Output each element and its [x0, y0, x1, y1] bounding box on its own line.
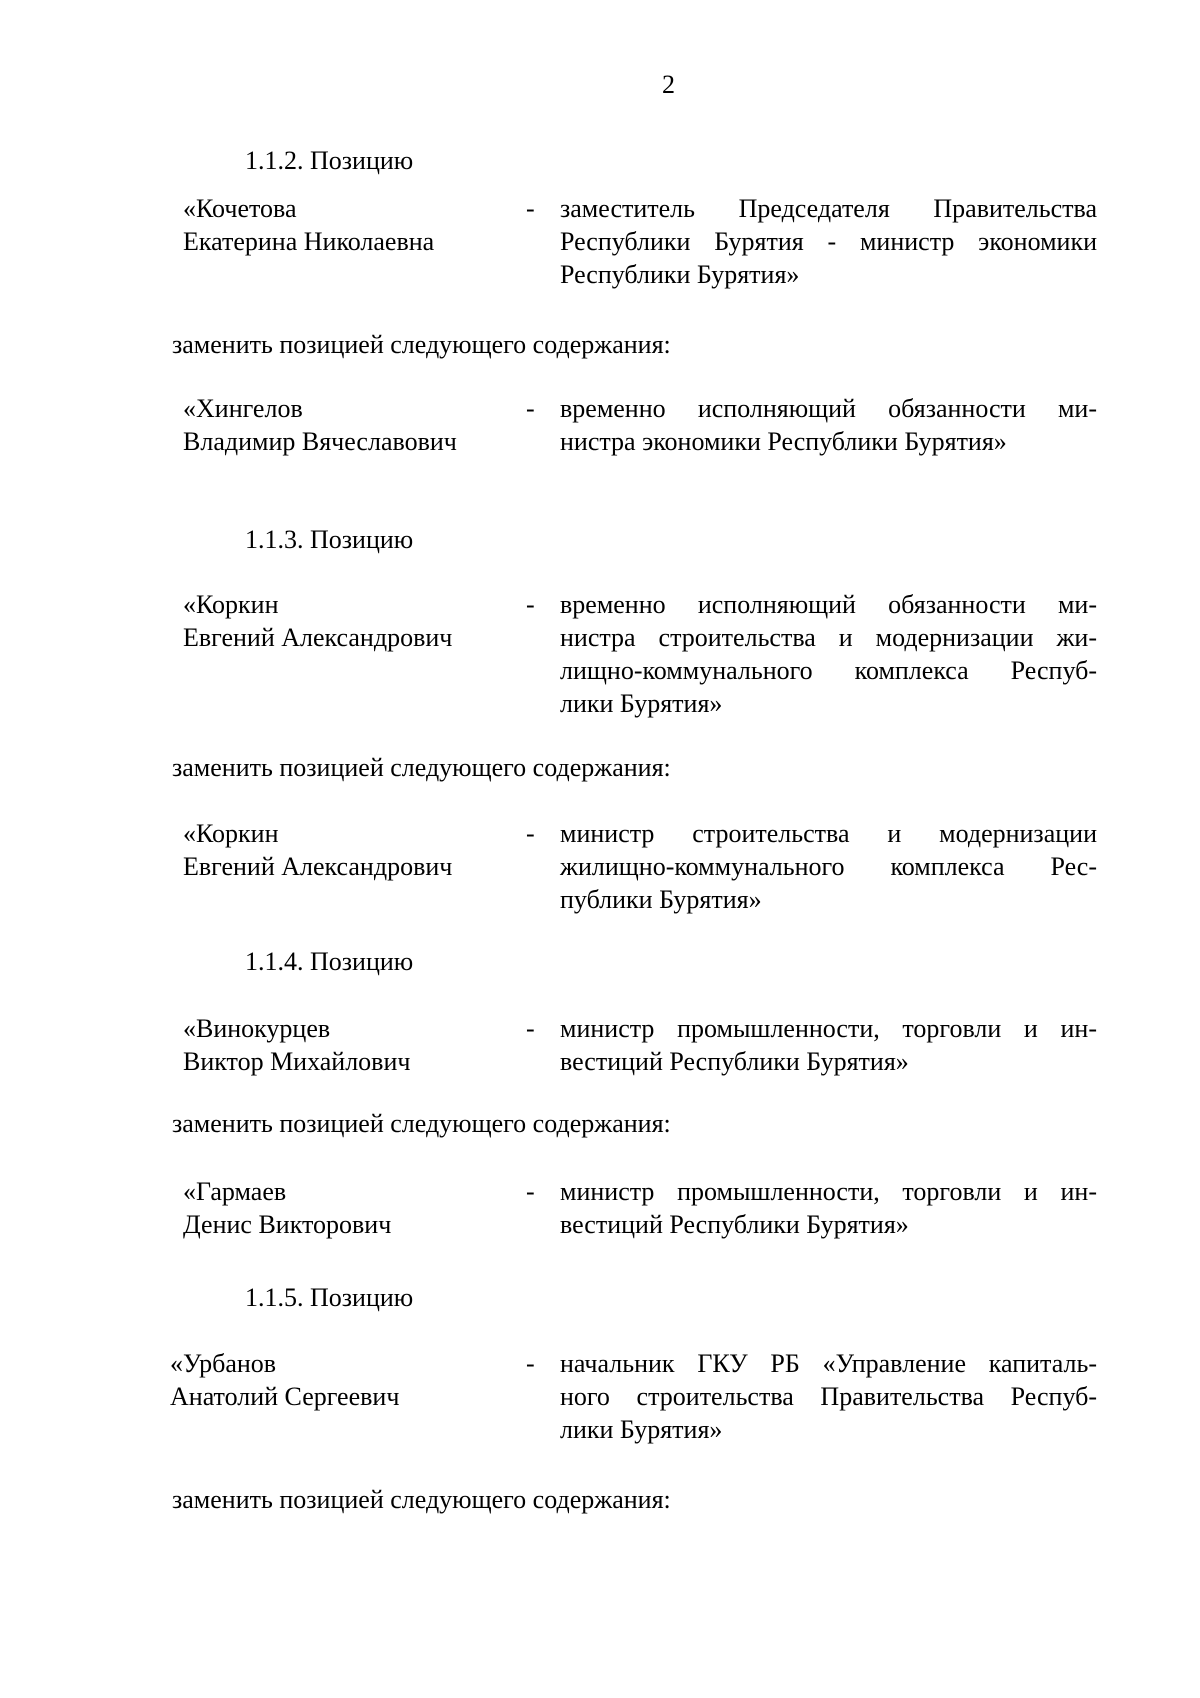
entry-dash: - — [526, 1349, 535, 1378]
entry-name-line: Владимир Вячеславович — [183, 427, 457, 456]
entry-description — [560, 588, 1097, 720]
entry-dash: - — [526, 194, 535, 223]
entry-name-line: «Винокурцев — [183, 1014, 331, 1043]
entry-dash: - — [526, 819, 535, 848]
description-line: нистра экономики Республики Бурятия» — [560, 427, 1007, 456]
entry-name-line: Евгений Александрович — [183, 852, 453, 881]
entry-description — [560, 1347, 1097, 1446]
replace-instruction: заменить позицией следующего содержания: — [172, 1485, 671, 1514]
entry-dash: - — [526, 1177, 535, 1206]
entry-description — [560, 392, 1097, 458]
section-heading: 1.1.5. Позицию — [245, 1283, 414, 1312]
description-line: временно исполняющий обязанности ми- — [560, 394, 1097, 423]
entry-name-line: Евгений Александрович — [183, 623, 453, 652]
replace-instruction: заменить позицией следующего содержания: — [172, 753, 671, 782]
section-heading: 1.1.2. Позицию — [245, 146, 414, 175]
description-line: лищно-коммунального комплекса Респуб- — [560, 656, 1097, 685]
replace-instruction: заменить позицией следующего содержания: — [172, 330, 671, 359]
entry-description — [560, 1012, 1097, 1078]
entry-description — [560, 1175, 1097, 1241]
description-line: нистра строительства и модернизации жи- — [560, 623, 1097, 652]
entry-name-line: «Хингелов — [183, 394, 303, 423]
description-line: вестиций Республики Бурятия» — [560, 1210, 909, 1239]
replace-instruction: заменить позицией следующего содержания: — [172, 1109, 671, 1138]
description-line: Республики Бурятия - министр экономики — [560, 227, 1097, 256]
entry-name-line: Анатолий Сергеевич — [170, 1382, 400, 1411]
section-heading: 1.1.4. Позицию — [245, 947, 414, 976]
entry-name-line: «Гармаев — [183, 1177, 287, 1206]
entry-dash: - — [526, 590, 535, 619]
entry-name-line: Екатерина Николаевна — [183, 227, 435, 256]
description-line: ного строительства Правительства Респуб- — [560, 1382, 1097, 1411]
entry-name-line: Денис Викторович — [183, 1210, 392, 1239]
entry-name-line: «Урбанов — [170, 1349, 277, 1378]
entry-name-line: «Коркин — [183, 819, 279, 848]
entry-name-line: «Кочетова — [183, 194, 297, 223]
page-number: 2 — [662, 70, 675, 99]
entry-description — [560, 192, 1097, 291]
entry-description — [560, 817, 1097, 916]
entry-name-line: Виктор Михайлович — [183, 1047, 411, 1076]
description-line: министр промышленности, торговли и ин- — [560, 1014, 1097, 1043]
description-line: начальник ГКУ РБ «Управление капиталь- — [560, 1349, 1097, 1378]
description-line: вестиций Республики Бурятия» — [560, 1047, 909, 1076]
entry-name-line: «Коркин — [183, 590, 279, 619]
description-line: заместитель Председателя Правительства — [560, 194, 1097, 223]
description-line: министр строительства и модернизации — [560, 819, 1097, 848]
description-line: публики Бурятия» — [560, 885, 762, 914]
description-line: жилищно-коммунального комплекса Рес- — [560, 852, 1097, 881]
entry-dash: - — [526, 394, 535, 423]
description-line: лики Бурятия» — [560, 1415, 723, 1444]
description-line: Республики Бурятия» — [560, 260, 800, 289]
entry-dash: - — [526, 1014, 535, 1043]
section-heading: 1.1.3. Позицию — [245, 525, 414, 554]
description-line: министр промышленности, торговли и ин- — [560, 1177, 1097, 1206]
description-line: временно исполняющий обязанности ми- — [560, 590, 1097, 619]
description-line: лики Бурятия» — [560, 689, 723, 718]
